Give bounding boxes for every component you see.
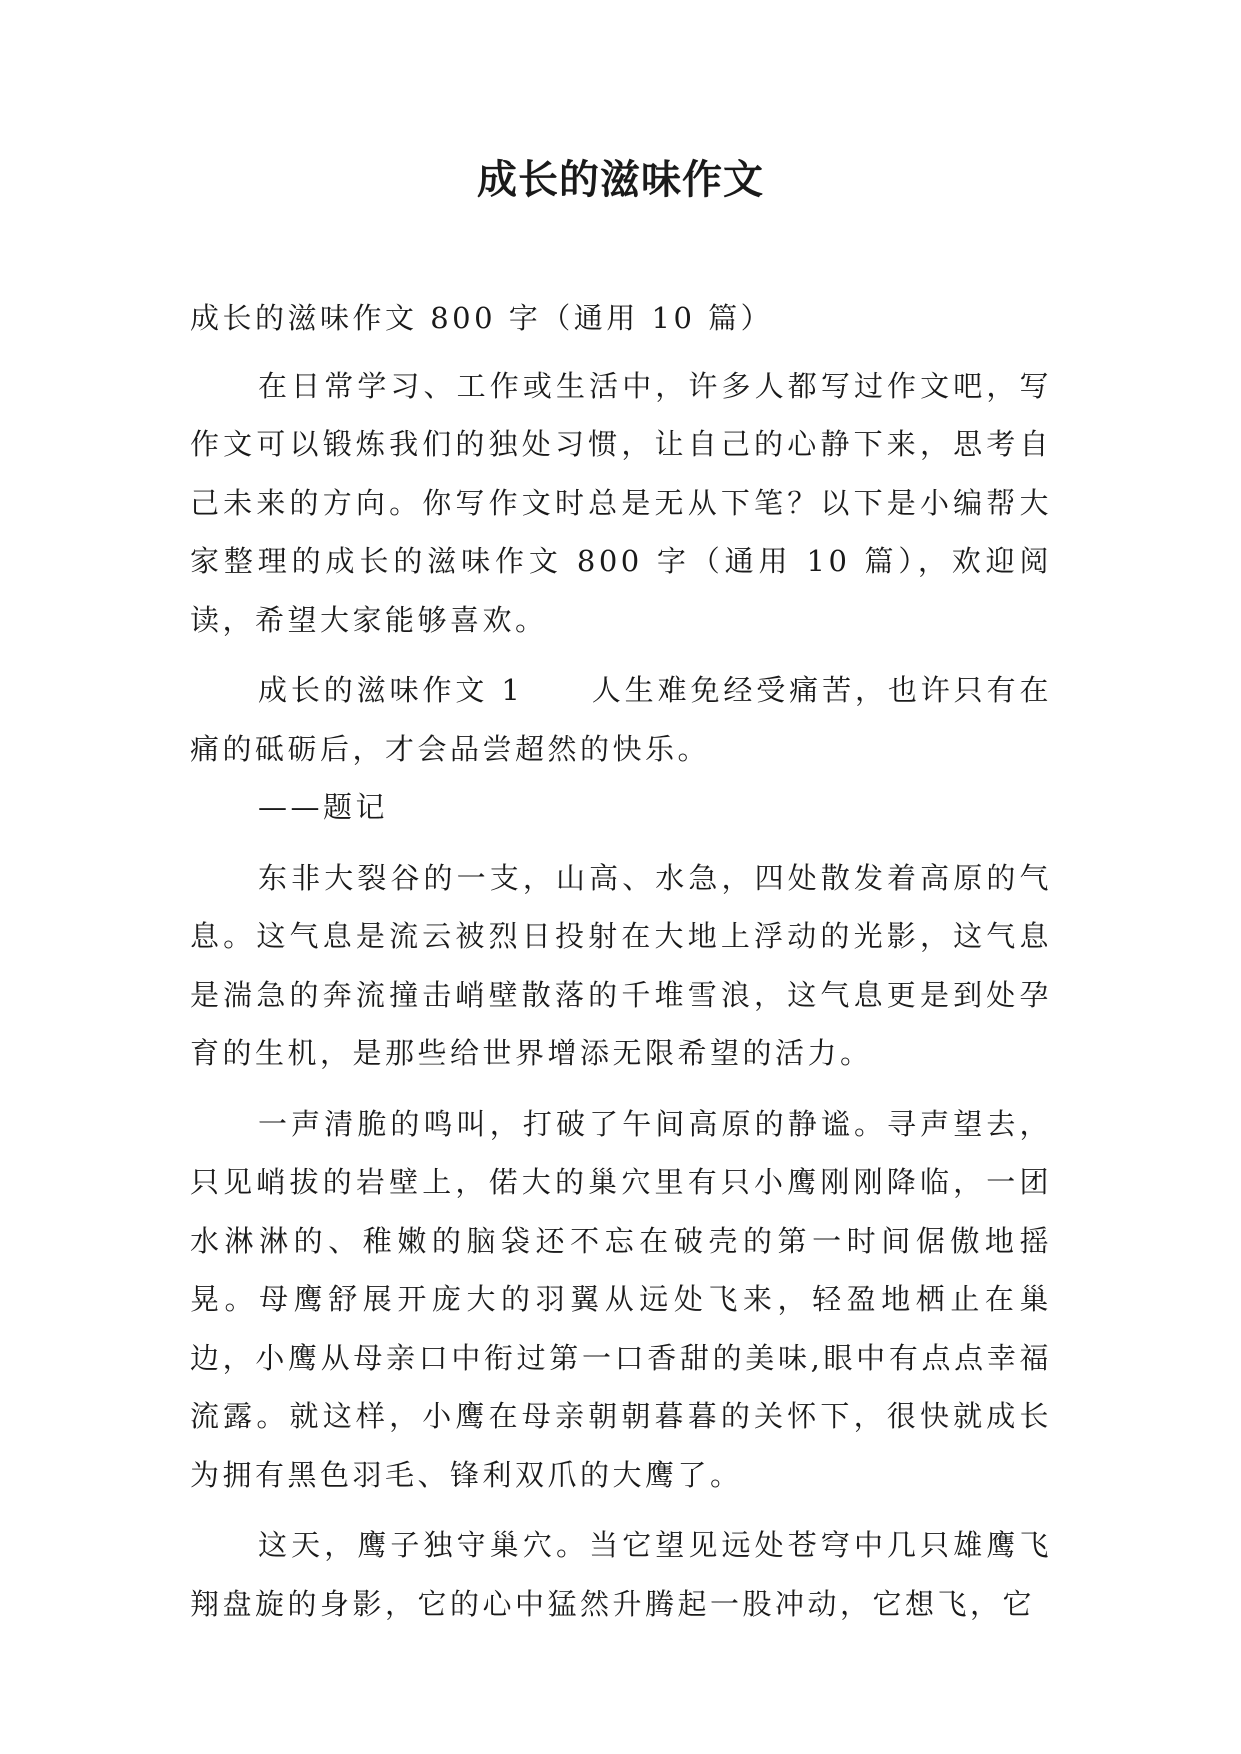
paragraph-eagle-day: 这天，鹰子独守巢穴。当它望见远处苍穹中几只雄鹰飞翔盘旋的身影，它的心中猛然升腾起一股冲动，它想飞，它 [190, 1528, 1052, 1621]
paragraph-rift-valley: 东非大裂谷的一支，山高、水急，四处散发着高原的气息。这气息是流云被烈日投射在大地上浮动的光影，这气息是湍急的奔流撞击峭壁散落的千堆雪浪，这气息更是到处孕育的生机，是那些给世界增添无限希望的活力。 [190, 860, 1052, 1070]
paragraph-eagle-birth: 一声清脆的鸣叫，打破了午间高原的静谧。寻声望去，只见峭拔的岩壁上，偌大的巢穴里有只小鹰刚刚降临，一团水淋淋的、稚嫩的脑袋还不忘在破壳的第一时间倨傲地摇晃。母鹰舒展开庞大的羽翼从远处飞来，轻盈地栖止在巢边，小鹰从母亲口中衔过第一口香甜的美味,眼中有点点幸福流露。就这样，小鹰在母亲朝朝暮暮的关怀下，很快就成长为拥有黑色羽毛、锋利双爪的大鹰了。 [190, 1106, 1052, 1492]
essay-1-epigraph: 人生难免经受痛苦，也许只有在痛的砥砺后，才会品尝超然的快乐。 [190, 673, 1052, 766]
document-body [190, 289, 1052, 1633]
document-subtitle: 成长的滋味作文 800 字（通用 10 篇） [190, 301, 774, 335]
essay-1-opening [190, 661, 1052, 778]
epigraph-attribution: ——题记 [258, 790, 389, 824]
document-title: 成长的滋味作文 [477, 156, 764, 203]
essay-1-heading: 成长的滋味作文 1 [258, 673, 524, 707]
intro-paragraph: 在日常学习、工作或生活中，许多人都写过作文吧，写作文可以锻炼我们的独处习惯，让自己的心静下来，思考自己未来的方向。你写作文时总是无从下笔？以下是小编帮大家整理的成长的滋味作文 800 字（通用 10 篇），欢迎阅读，希望大家能够喜欢。 [190, 368, 1052, 637]
